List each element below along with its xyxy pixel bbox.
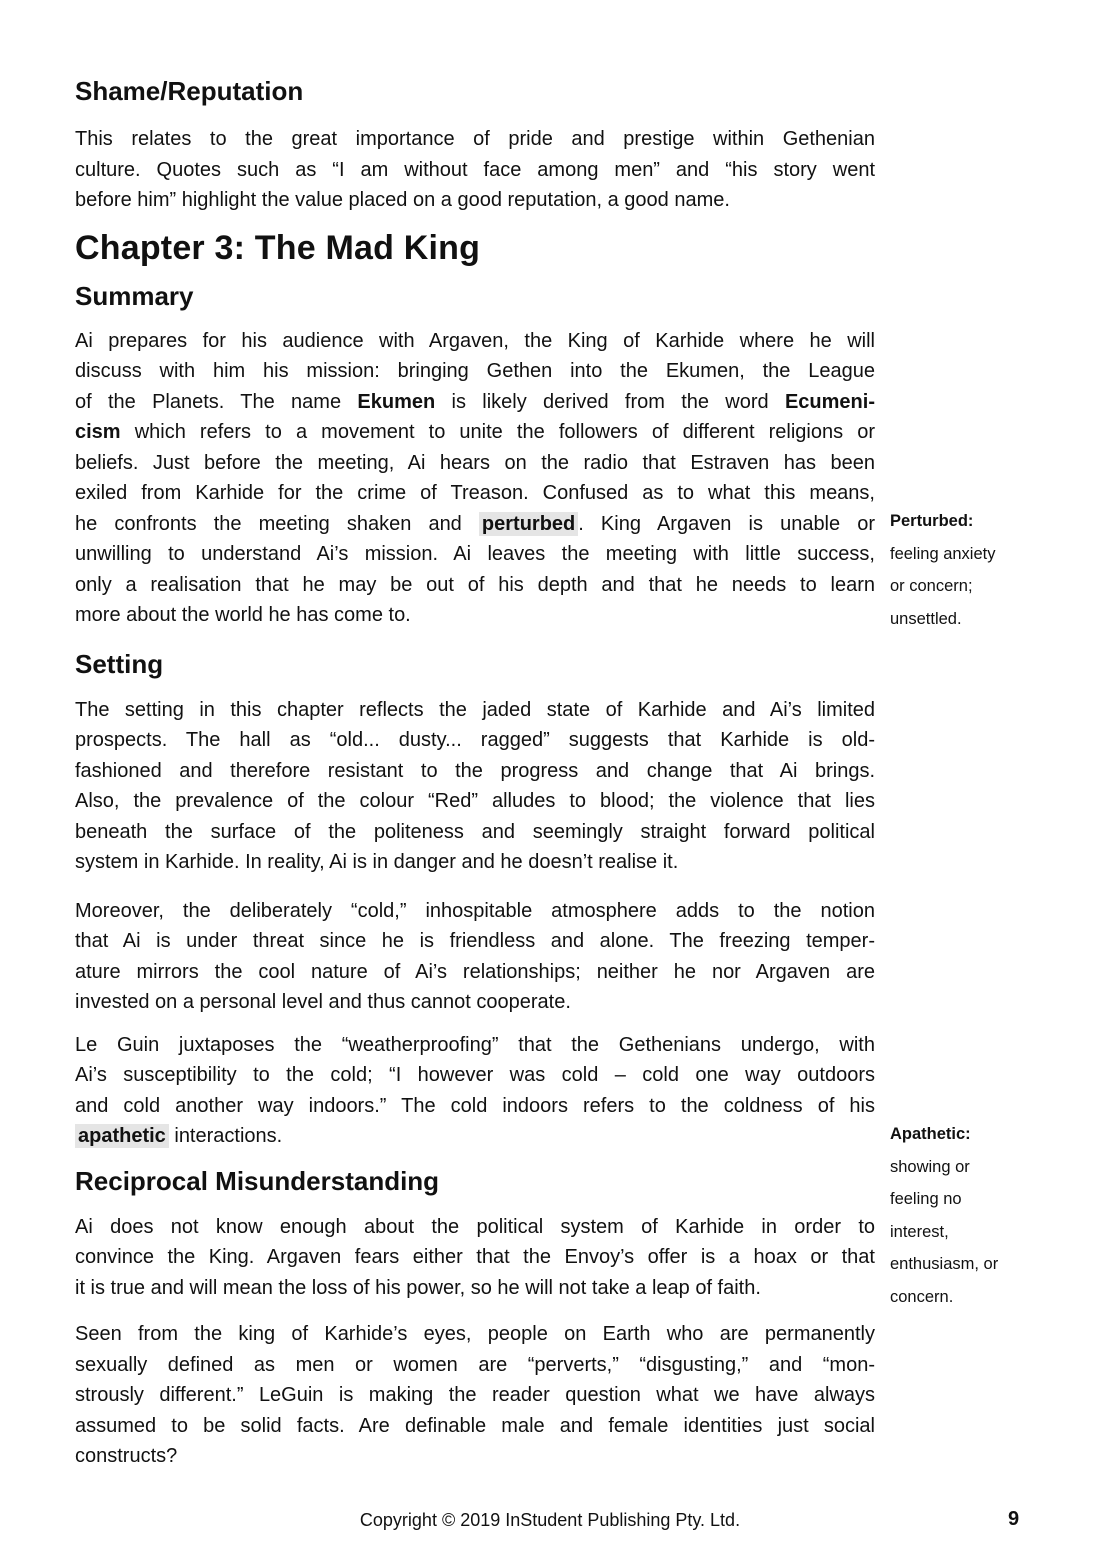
text-line: prospects. The hall as “old... dusty... ragged” suggests that Karhide is old- — [75, 729, 875, 751]
text-line: more about the world he has come to. — [75, 604, 411, 626]
text-line: he confronts the meeting shaken and perturbed . King Argaven is unable or — [75, 512, 876, 535]
text-line: feeling anxiety — [890, 544, 996, 563]
paragraph-setting-3 — [75, 1030, 875, 1152]
footer-copyright: Copyright © 2019 InStudent Publishing Pty. Ltd. — [359, 1510, 741, 1530]
text-line: This relates to the great importance of pride and prestige within Gethenian — [75, 128, 875, 150]
text-line: Perturbed: — [890, 512, 974, 530]
text-line: Moreover, the deliberately “cold,” inhospitable atmosphere adds to the notion — [75, 899, 875, 922]
paragraph-shame — [75, 124, 875, 216]
paragraph-summary — [75, 326, 875, 631]
text-line: Ai prepares for his audience with Argaven, the King of Karhide where he will — [75, 329, 875, 352]
text-line: feeling no — [890, 1190, 962, 1208]
text-line: The setting in this chapter reflects the jaded state of Karhide and Ai’s limited — [75, 698, 875, 721]
text-line: or concern; — [890, 577, 973, 595]
text-line: strously different.” LeGuin is making the reader question what we have always — [75, 1384, 875, 1406]
paragraph-reciprocal-2 — [75, 1319, 875, 1472]
text-line: Also, the prevalence of the colour “Red” alludes to blood; the violence that lies — [75, 790, 875, 812]
text-line: interest, — [890, 1222, 949, 1241]
margin-note-apathetic — [890, 1118, 1050, 1313]
text-line: beliefs. Just before the meeting, Ai hears on the radio that Estraven has been — [75, 451, 875, 474]
text-line: assumed to be solid facts. Are definable male and female identities just social — [75, 1414, 875, 1437]
text-line: invested on a personal level and thus cannot cooperate. — [75, 991, 571, 1013]
heading-summary: Summary — [75, 280, 194, 311]
text-line: only a realisation that he may be out of his depth and that he needs to learn — [75, 573, 875, 596]
text-line: sexually defined as men or women are “perverts,” “disgusting,” and “mon- — [75, 1353, 875, 1376]
paragraph-setting-2 — [75, 896, 875, 1018]
page-number: 9 — [1008, 1508, 1020, 1530]
text-line: before him” highlight the value placed on a good reputation, a good name. — [75, 189, 730, 211]
heading-reciprocal-misunderstanding: Reciprocal Misunderstanding — [75, 1165, 440, 1196]
text-line: it is true and will mean the loss of his power, so he will not take a leap of faith. — [75, 1276, 761, 1299]
text-line: exiled from Karhide for the crime of Treason. Confused as to what this means, — [75, 482, 875, 504]
text-line: fashioned and therefore resistant to the progress and change that Ai brings. — [75, 759, 875, 782]
text-line: apathetic interactions. — [75, 1121, 875, 1152]
heading-shame-reputation: Shame/Reputation — [75, 76, 304, 106]
text-line: Ai does not know enough about the political system of Karhide in order to — [75, 1215, 875, 1238]
text-line: discuss with him his mission: bringing Gethen into the Ekumen, the League — [75, 360, 875, 382]
text-line: and cold another way indoors.” The cold indoors refers to the coldness of his — [75, 1094, 875, 1117]
text-line: Seen from the king of Karhide’s eyes, people on Earth who are permanently — [75, 1323, 875, 1345]
paragraph-setting-1 — [75, 695, 875, 878]
text-line: convince the King. Argaven fears either that the Envoy’s offer is a hoax or that — [75, 1246, 875, 1268]
text-line: showing or — [890, 1157, 970, 1176]
text-line: Ai’s susceptibility to the cold; “I however was cold – cold one way outdoors — [75, 1064, 875, 1086]
text-line: ature mirrors the cool nature of Ai’s relationships; neither he nor Argaven are — [75, 960, 875, 983]
heading-chapter-3: Chapter 3: The Mad King — [75, 228, 481, 267]
text-line: unsettled. — [890, 609, 962, 628]
text-line: culture. Quotes such as “I am without face among men” and “his story went — [75, 158, 875, 181]
text-line: of the Planets. The name Ekumen is likely derived from the word Ecumeni- — [75, 390, 875, 413]
text-line: system in Karhide. In reality, Ai is in danger and he doesn’t realise it. — [75, 851, 679, 873]
text-line: beneath the surface of the politeness and seemingly straight forward political — [75, 820, 875, 843]
text-line: unwilling to understand Ai’s mission. Ai leaves the meeting with little success, — [75, 543, 875, 565]
heading-setting: Setting — [75, 648, 164, 679]
text-line: concern. — [890, 1287, 954, 1306]
text-line: Le Guin juxtaposes the “weatherproofing” that the Gethenians undergo, with — [75, 1033, 875, 1056]
text-line: constructs? — [75, 1445, 178, 1467]
text-line: that Ai is under threat since he is friendless and alone. The freezing temper- — [75, 930, 875, 952]
main-text-column — [75, 0, 875, 1472]
text-line: enthusiasm, or — [890, 1255, 999, 1273]
paragraph-reciprocal-1 — [75, 1212, 875, 1304]
text-line: cism which refers to a movement to unite the followers of different religions or — [75, 421, 875, 443]
text-line: Apathetic: — [890, 1125, 971, 1143]
margin-note-perturbed — [890, 505, 1050, 635]
